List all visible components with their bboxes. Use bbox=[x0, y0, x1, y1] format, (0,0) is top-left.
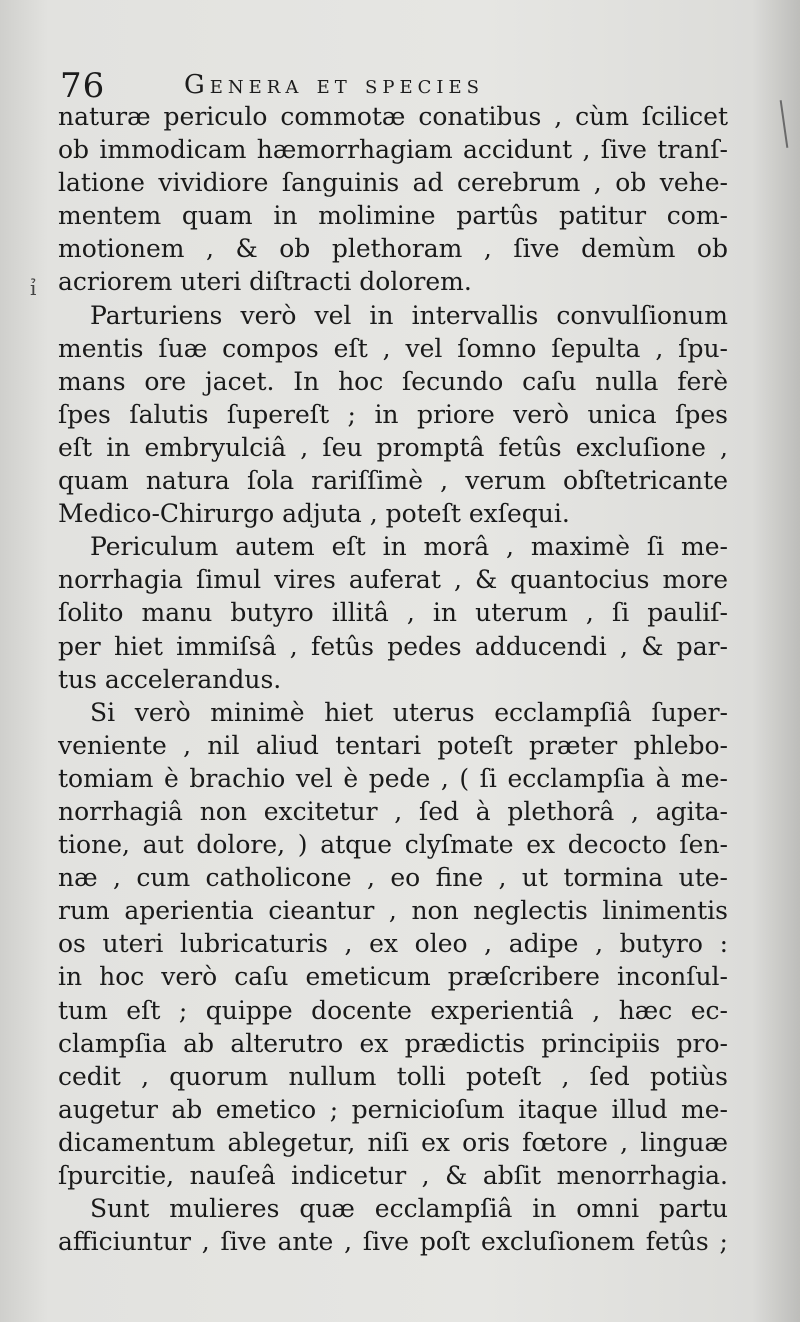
edge-mark bbox=[780, 100, 789, 148]
paragraph-first-line: Si verò minimè hiet uterus ecclampſiâ ſuper- bbox=[90, 697, 728, 727]
text-line: eſt in embryulciâ , ſeu promptâ fetûs excluſione , bbox=[58, 432, 728, 462]
paragraph-first-line: Periculum autem eſt in morâ , maximè ſi me- bbox=[90, 532, 728, 562]
text-line: mans ore jacet. In hoc ſecundo caſu nulla ferè bbox=[58, 366, 728, 396]
text-line: mentis ſuæ compos eſt , vel ſomno ſepulta , ſpu- bbox=[58, 333, 728, 363]
text-line: afficiuntur , ſive ante , ſive poſt excluſionem fetûs ; bbox=[58, 1227, 728, 1257]
text-line: augetur ab emetico ; pernicioſum itaque illud me- bbox=[58, 1094, 728, 1124]
paragraph-first-line: Sunt mulieres quæ ecclampſiâ in omni partu bbox=[90, 1194, 728, 1224]
text-line: norrhagia ſimul vires auferat , & quantocius more bbox=[58, 565, 728, 595]
text-line: næ , cum catholicone , eo fine , ut tormina ute- bbox=[58, 863, 728, 893]
text-line: latione vividiore ſanguinis ad cerebrum , ob vehe- bbox=[58, 168, 728, 198]
text-line: dicamentum ablegetur, niſi ex oris fœtore , linguæ bbox=[58, 1127, 728, 1157]
text-line: tomiam è brachio vel è pede , ( ſi ecclampſia à me- bbox=[58, 763, 728, 793]
text-line: ſpurcitie, nauſeâ indicetur , & abſit menorrhagia. bbox=[58, 1161, 728, 1190]
text-line: Medico-Chirurgo adjuta , poteſt exſequi. bbox=[58, 499, 570, 529]
text-line: cedit , quorum nullum tolli poteſt , ſed potiùs bbox=[58, 1061, 728, 1091]
text-line: tus accelerandus. bbox=[58, 664, 282, 694]
text-line: veniente , nil aliud tentari poteſt præter phlebo- bbox=[58, 730, 728, 760]
text-line: norrhagiâ non excitetur , ſed à plethorâ , agita- bbox=[58, 796, 728, 826]
margin-mark: ỉ bbox=[30, 276, 37, 300]
text-line: in hoc verò caſu emeticum præſcribere inconſul- bbox=[58, 962, 728, 992]
body-text bbox=[58, 100, 728, 1258]
page-number: 76 bbox=[60, 66, 106, 106]
text-line: motionem , & ob plethoram , ſive demùm ob bbox=[58, 234, 728, 264]
text-line: tione, aut dolore, ) atque clyſmate ex decocto ſen- bbox=[58, 830, 728, 860]
text-line: ſpes ſalutis ſupereſt ; in priore verò unica ſpes bbox=[58, 399, 728, 429]
text-line: mentem quam in molimine partûs patitur com- bbox=[58, 201, 728, 231]
text-line: ſolito manu butyro illitâ , in uterum , ſi pauliſ- bbox=[58, 598, 728, 628]
text-line: os uteri lubricaturis , ex oleo , adipe , butyro : bbox=[58, 929, 728, 959]
paragraph-first-line: Parturiens verò vel in intervallis convulſionum bbox=[90, 300, 728, 330]
text-line: acriorem uteri diſtracti dolorem. bbox=[58, 267, 472, 297]
text-line: rum aperientia cieantur , non neglectis linimentis bbox=[58, 896, 728, 926]
text-line: naturæ periculo commotæ conatibus , cùm ſcilicet bbox=[58, 102, 728, 131]
text-line: per hiet immiſsâ , fetûs pedes adducendi , & par- bbox=[58, 631, 728, 661]
running-head: Genera et species bbox=[184, 70, 484, 100]
text-line: quam natura ſola rariſſimè , verum obſtetricante bbox=[58, 466, 728, 496]
text-line: tum eſt ; quippe docente experientiâ , hæc ec- bbox=[58, 995, 728, 1025]
text-line: ob immodicam hæmorrhagiam accidunt , ſive tranſ- bbox=[58, 135, 728, 165]
text-line: clampſia ab alterutro ex prædictis principiis pro- bbox=[58, 1028, 728, 1058]
